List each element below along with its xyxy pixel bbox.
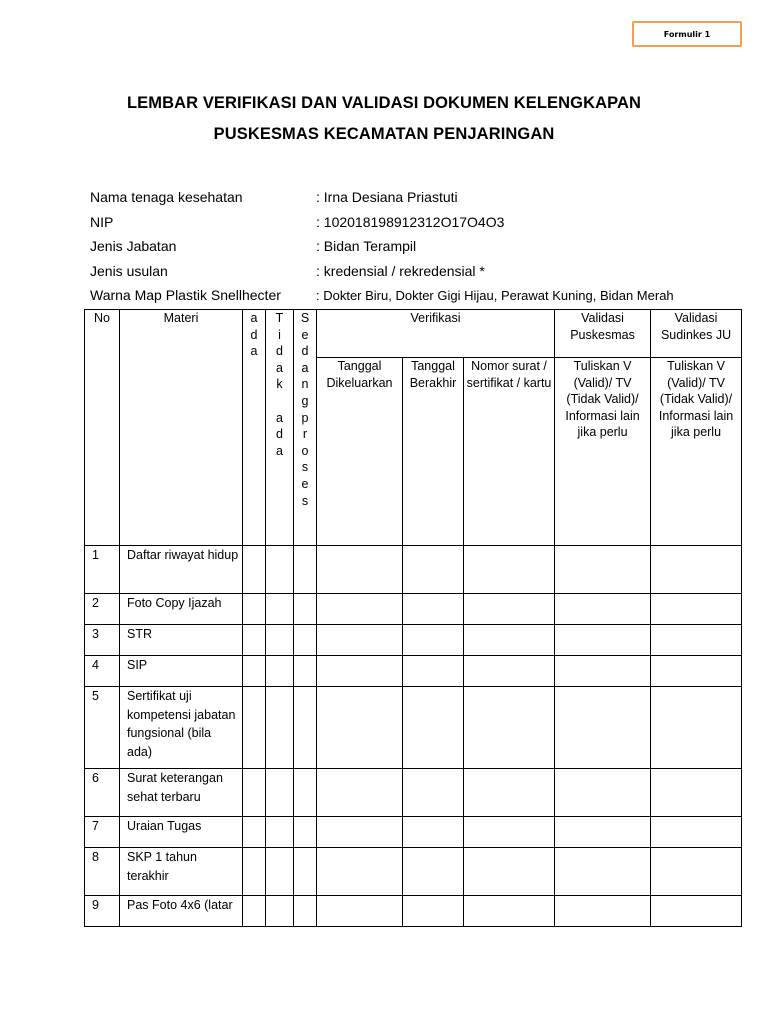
- cell-sedang-proses[interactable]: [294, 817, 317, 848]
- header-validasi-puskesmas-label: Validasi Puskesmas: [570, 311, 635, 342]
- cell-ada[interactable]: [243, 687, 266, 769]
- cell-validasi-sudinkes[interactable]: [651, 817, 742, 848]
- vertical-letter: d: [250, 327, 258, 342]
- cell-tanggal-berakhir[interactable]: [403, 656, 464, 687]
- vertical-letter: S: [300, 311, 310, 325]
- cell-tanggal-dikeluarkan[interactable]: [317, 687, 403, 769]
- info-section: [90, 185, 730, 308]
- cell-tanggal-dikeluarkan[interactable]: [317, 546, 403, 594]
- cell-validasi-puskesmas[interactable]: [555, 656, 651, 687]
- vertical-letter: r: [302, 427, 308, 442]
- vertical-letter: a: [301, 360, 309, 375]
- header-materi-label: Materi: [163, 311, 199, 325]
- vertical-letter: d: [301, 344, 309, 359]
- info-value: : Bidan Terampil: [316, 238, 417, 255]
- info-row-usulan: [90, 259, 730, 284]
- cell-sedang-proses[interactable]: [294, 546, 317, 594]
- row-number: 8: [85, 848, 120, 896]
- cell-ada[interactable]: [243, 848, 266, 896]
- cell-validasi-puskesmas[interactable]: [555, 896, 651, 927]
- formulir-label: Formulir 1: [632, 21, 742, 47]
- cell-nomor-surat[interactable]: [464, 817, 555, 848]
- header-verifikasi-label: Verifikasi: [410, 311, 461, 325]
- row-materi: Uraian Tugas: [120, 817, 243, 848]
- table-row: [85, 546, 742, 594]
- cell-sedang-proses[interactable]: [294, 687, 317, 769]
- row-number: 9: [85, 896, 120, 927]
- vertical-letter: o: [301, 443, 309, 458]
- table-row: [85, 594, 742, 625]
- vertical-letter: T: [275, 311, 284, 325]
- cell-tanggal-berakhir[interactable]: [403, 817, 464, 848]
- header-materi: [120, 310, 243, 546]
- header-no: [85, 310, 120, 546]
- cell-tidak-ada[interactable]: [266, 656, 294, 687]
- cell-ada[interactable]: [243, 769, 266, 817]
- cell-sedang-proses[interactable]: [294, 769, 317, 817]
- header-tanggal-dikeluarkan-label: Tanggal Dikeluarkan: [326, 359, 393, 390]
- cell-ada[interactable]: [243, 625, 266, 656]
- info-value: : Irna Desiana Priastuti: [316, 189, 458, 206]
- cell-tanggal-dikeluarkan[interactable]: [317, 769, 403, 817]
- row-materi: SIP: [120, 656, 243, 687]
- row-materi: Daftar riwayat hidup: [120, 546, 243, 594]
- row-materi: Surat keterangan sehat terbaru: [120, 769, 243, 817]
- cell-nomor-surat[interactable]: [464, 896, 555, 927]
- table-body: [85, 546, 742, 927]
- info-row-jabatan: [90, 234, 730, 259]
- cell-tanggal-dikeluarkan[interactable]: [317, 817, 403, 848]
- cell-tanggal-berakhir[interactable]: [403, 594, 464, 625]
- row-materi: SKP 1 tahun terakhir: [120, 848, 243, 896]
- cell-nomor-surat[interactable]: [464, 687, 555, 769]
- header-validasi-sudinkes: [651, 310, 742, 358]
- info-row-nama: [90, 185, 730, 210]
- instruction-puskesmas-text: Tuliskan V (Valid)/ TV (Tidak Valid)/ Informasi lain jika perlu: [565, 359, 640, 439]
- vertical-letter: d: [276, 427, 283, 442]
- vertical-letter: [266, 393, 293, 410]
- cell-sedang-proses[interactable]: [294, 896, 317, 927]
- cell-validasi-sudinkes[interactable]: [651, 848, 742, 896]
- header-nomor-surat-label: Nomor surat / sertifikat / kartu: [466, 359, 552, 390]
- cell-tanggal-berakhir[interactable]: [403, 546, 464, 594]
- row-number: 6: [85, 769, 120, 817]
- header-tidak-ada: [266, 310, 294, 546]
- cell-validasi-puskesmas[interactable]: [555, 594, 651, 625]
- cell-validasi-puskesmas[interactable]: [555, 769, 651, 817]
- cell-tidak-ada[interactable]: [266, 848, 294, 896]
- page-subtitle: PUSKESMAS KECAMATAN PENJARINGAN: [213, 125, 555, 143]
- row-materi: STR: [120, 625, 243, 656]
- instruction-puskesmas: [555, 358, 651, 546]
- cell-ada[interactable]: [243, 546, 266, 594]
- vertical-letter: e: [301, 327, 309, 342]
- cell-nomor-surat[interactable]: [464, 546, 555, 594]
- cell-tanggal-berakhir[interactable]: [403, 687, 464, 769]
- vertical-letter: k: [276, 377, 283, 392]
- info-label: Jenis Jabatan: [90, 238, 177, 255]
- info-label: Warna Map Plastik Snellhecter: [90, 287, 281, 304]
- cell-validasi-puskesmas[interactable]: [555, 546, 651, 594]
- cell-nomor-surat[interactable]: [464, 656, 555, 687]
- page-title: LEMBAR VERIFIKASI DAN VALIDASI DOKUMEN KELENGKAPAN: [126, 94, 642, 112]
- table-row: [85, 769, 742, 817]
- info-label: NIP: [90, 213, 114, 230]
- row-number: 7: [85, 817, 120, 848]
- header-tanggal-berakhir-label: Tanggal Berakhir: [409, 359, 457, 390]
- table-row: [85, 625, 742, 656]
- cell-tidak-ada[interactable]: [266, 896, 294, 927]
- header-no-label: No: [94, 311, 110, 325]
- cell-validasi-sudinkes[interactable]: [651, 594, 742, 625]
- vertical-letter: g: [301, 393, 309, 408]
- row-materi: Sertifikat uji kompetensi jabatan fungsional (bila ada): [120, 687, 243, 769]
- info-row-nip: [90, 210, 730, 235]
- cell-sedang-proses[interactable]: [294, 625, 317, 656]
- cell-tanggal-dikeluarkan[interactable]: [317, 594, 403, 625]
- cell-tidak-ada[interactable]: [266, 817, 294, 848]
- instruction-sudinkes-text: Tuliskan V (Valid)/ TV (Tidak Valid)/ Informasi lain jika perlu: [658, 359, 734, 439]
- info-label: Nama tenaga kesehatan: [90, 189, 243, 206]
- cell-ada[interactable]: [243, 656, 266, 687]
- cell-nomor-surat[interactable]: [464, 625, 555, 656]
- cell-tanggal-berakhir[interactable]: [403, 625, 464, 656]
- cell-validasi-sudinkes[interactable]: [651, 546, 742, 594]
- header-validasi-puskesmas: [555, 310, 651, 358]
- header-ada: [243, 310, 266, 546]
- vertical-letter: e: [301, 476, 309, 491]
- table-row: [85, 687, 742, 769]
- cell-ada[interactable]: [243, 817, 266, 848]
- cell-tanggal-dikeluarkan[interactable]: [317, 896, 403, 927]
- cell-nomor-surat[interactable]: [464, 848, 555, 896]
- row-number: 5: [85, 687, 120, 769]
- cell-sedang-proses[interactable]: [294, 656, 317, 687]
- cell-sedang-proses[interactable]: [294, 848, 317, 896]
- instruction-sudinkes: [651, 358, 742, 546]
- header-nomor-surat: [464, 358, 555, 546]
- info-label: Jenis usulan: [90, 262, 168, 279]
- table-row: [85, 848, 742, 896]
- vertical-letter: i: [278, 327, 281, 342]
- cell-nomor-surat[interactable]: [464, 769, 555, 817]
- vertical-letter: p: [301, 410, 309, 425]
- vertical-letter: s: [301, 460, 309, 475]
- vertical-letter: a: [276, 410, 283, 425]
- header-verifikasi: [317, 310, 555, 358]
- vertical-letter: d: [276, 344, 283, 359]
- cell-tanggal-berakhir[interactable]: [403, 896, 464, 927]
- cell-tanggal-dikeluarkan[interactable]: [317, 625, 403, 656]
- cell-validasi-puskesmas[interactable]: [555, 687, 651, 769]
- cell-validasi-sudinkes[interactable]: [651, 625, 742, 656]
- cell-tanggal-berakhir[interactable]: [403, 848, 464, 896]
- cell-validasi-sudinkes[interactable]: [651, 769, 742, 817]
- vertical-letter: a: [276, 443, 283, 458]
- vertical-letter: n: [301, 377, 309, 392]
- cell-tidak-ada[interactable]: [266, 594, 294, 625]
- info-value: : Dokter Biru, Dokter Gigi Hijau, Perawat Kuning, Bidan Merah: [316, 287, 674, 303]
- row-number: 4: [85, 656, 120, 687]
- cell-validasi-sudinkes[interactable]: [651, 687, 742, 769]
- cell-validasi-puskesmas[interactable]: [555, 625, 651, 656]
- vertical-letter: a: [250, 344, 258, 359]
- cell-tidak-ada[interactable]: [266, 625, 294, 656]
- cell-tidak-ada[interactable]: [266, 546, 294, 594]
- verification-table: [84, 309, 742, 927]
- cell-ada[interactable]: [243, 594, 266, 625]
- vertical-letter: a: [276, 360, 283, 375]
- cell-tanggal-dikeluarkan[interactable]: [317, 656, 403, 687]
- table-row: [85, 656, 742, 687]
- table-row: [85, 817, 742, 848]
- info-value: : kredensial / rekredensial *: [316, 262, 485, 279]
- cell-validasi-puskesmas[interactable]: [555, 848, 651, 896]
- row-materi: Pas Foto 4x6 (latar: [120, 896, 243, 927]
- cell-tidak-ada[interactable]: [266, 769, 294, 817]
- cell-validasi-puskesmas[interactable]: [555, 817, 651, 848]
- cell-ada[interactable]: [243, 896, 266, 927]
- info-row-warna-map: [90, 283, 730, 308]
- cell-tidak-ada[interactable]: [266, 687, 294, 769]
- row-number: 1: [85, 546, 120, 594]
- header-tanggal-berakhir: [403, 358, 464, 546]
- cell-validasi-sudinkes[interactable]: [651, 656, 742, 687]
- vertical-letter: a: [250, 311, 258, 325]
- cell-tanggal-berakhir[interactable]: [403, 769, 464, 817]
- header-validasi-sudinkes-label: Validasi Sudinkes JU: [660, 311, 732, 342]
- cell-nomor-surat[interactable]: [464, 594, 555, 625]
- cell-sedang-proses[interactable]: [294, 594, 317, 625]
- header-tanggal-dikeluarkan: [317, 358, 403, 546]
- cell-validasi-sudinkes[interactable]: [651, 896, 742, 927]
- row-number: 3: [85, 625, 120, 656]
- table-row: [85, 896, 742, 927]
- row-number: 2: [85, 594, 120, 625]
- row-materi: Foto Copy Ijazah: [120, 594, 243, 625]
- info-value: : 102018198912312O17O4O3: [316, 213, 505, 230]
- cell-tanggal-dikeluarkan[interactable]: [317, 848, 403, 896]
- vertical-letter: s: [301, 493, 309, 508]
- header-sedang-proses: [294, 310, 317, 546]
